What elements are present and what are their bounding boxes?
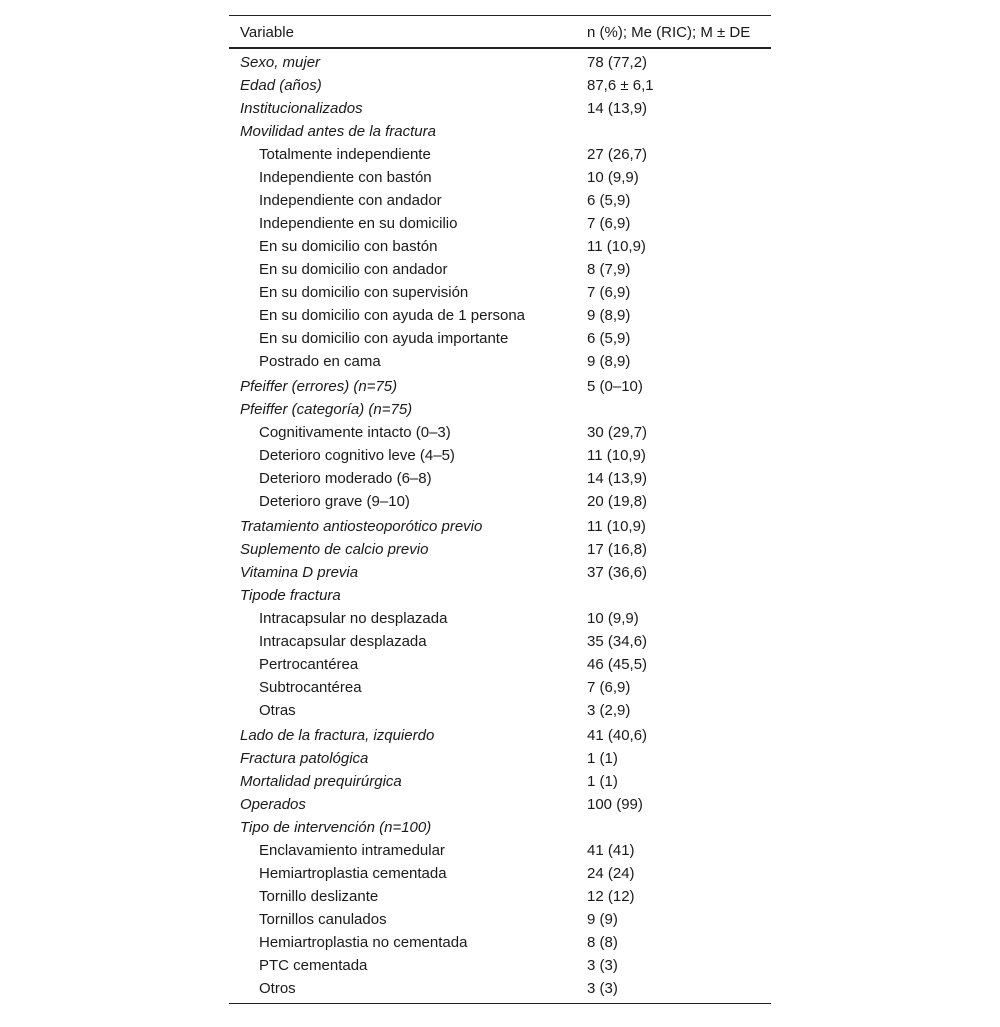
table-row [229, 189, 771, 212]
row-label: Suplemento de calcio previo [240, 541, 429, 558]
row-value: 3 (3) [587, 980, 618, 997]
table-row [229, 304, 771, 327]
row-value: 9 (9) [587, 911, 618, 928]
row-value: 9 (8,9) [587, 353, 631, 370]
row-value: 100 (99) [587, 796, 643, 813]
table-body [229, 49, 771, 1003]
row-label: Sexo, mujer [240, 54, 321, 71]
row-label: Deterioro grave (9–10) [259, 493, 410, 510]
row-value: 20 (19,8) [587, 493, 648, 510]
row-value: 8 (7,9) [587, 261, 631, 278]
row-value: 6 (5,9) [587, 330, 631, 347]
table-row [229, 97, 771, 120]
table-header [229, 16, 771, 47]
table-row [229, 490, 771, 513]
table-row [229, 515, 771, 538]
table-row [229, 954, 771, 977]
row-label: Intracapsular desplazada [259, 633, 427, 650]
row-label: Pfeiffer (categoría) (n=75) [240, 401, 413, 418]
row-label: Independiente en su domicilio [259, 215, 458, 232]
table-row [229, 747, 771, 770]
header-statistic: n (%); Me (RIC); M ± DE [587, 24, 751, 41]
table-row [229, 977, 771, 1000]
row-label: PTC cementada [259, 957, 368, 974]
table-row [229, 166, 771, 189]
row-value: 3 (2,9) [587, 702, 631, 719]
table-row [229, 120, 771, 143]
row-value: 1 (1) [587, 750, 618, 767]
row-value: 37 (36,6) [587, 564, 648, 581]
row-value: 10 (9,9) [587, 610, 639, 627]
row-label: Tipode fractura [240, 587, 341, 604]
row-value: 14 (13,9) [587, 470, 648, 487]
data-table [229, 15, 771, 1004]
row-value: 5 (0–10) [587, 378, 643, 395]
table-row [229, 793, 771, 816]
row-value: 11 (10,9) [587, 238, 646, 255]
table-row [229, 653, 771, 676]
table-row [229, 607, 771, 630]
row-value: 35 (34,6) [587, 633, 648, 650]
row-label: Tornillo deslizante [259, 888, 379, 905]
row-label: Lado de la fractura, izquierdo [240, 727, 435, 744]
row-value: 7 (6,9) [587, 215, 631, 232]
row-value: 3 (3) [587, 957, 618, 974]
table-row [229, 235, 771, 258]
row-label: Postrado en cama [259, 353, 381, 370]
row-value: 10 (9,9) [587, 169, 639, 186]
row-label: Totalmente independiente [259, 146, 431, 163]
row-value: 41 (40,6) [587, 727, 648, 744]
row-value: 24 (24) [587, 865, 635, 882]
row-label: Institucionalizados [240, 100, 363, 117]
row-value: 14 (13,9) [587, 100, 648, 117]
table-row [229, 51, 771, 74]
row-value: 87,6 ± 6,1 [587, 77, 654, 94]
table-bottom-rule [229, 1003, 771, 1004]
table-row [229, 699, 771, 722]
row-label: Fractura patológica [240, 750, 369, 767]
table-row [229, 561, 771, 584]
row-value: 11 (10,9) [587, 447, 646, 464]
row-value: 27 (26,7) [587, 146, 648, 163]
row-value: 7 (6,9) [587, 679, 631, 696]
table-row [229, 538, 771, 561]
row-label: Hemiartroplastia cementada [259, 865, 447, 882]
row-label: Otras [259, 702, 296, 719]
row-value: 46 (45,5) [587, 656, 648, 673]
row-label: Pfeiffer (errores) (n=75) [240, 378, 398, 395]
table-row [229, 212, 771, 235]
row-label: Otros [259, 980, 296, 997]
table-row [229, 931, 771, 954]
table-row [229, 327, 771, 350]
row-label: En su domicilio con ayuda importante [259, 330, 509, 347]
row-label: Edad (años) [240, 77, 322, 94]
row-label: Cognitivamente intacto (0–3) [259, 424, 451, 441]
header-variable: Variable [240, 24, 294, 41]
row-label: En su domicilio con bastón [259, 238, 438, 255]
row-label: Movilidad antes de la fractura [240, 123, 436, 140]
row-label: Vitamina D previa [240, 564, 359, 581]
table-row [229, 444, 771, 467]
table-row [229, 770, 771, 793]
table-row [229, 724, 771, 747]
row-label: En su domicilio con supervisión [259, 284, 469, 301]
table-row [229, 839, 771, 862]
row-label: Tratamiento antiosteoporótico previo [240, 518, 483, 535]
row-label: Pertrocantérea [259, 656, 359, 673]
row-label: Deterioro moderado (6–8) [259, 470, 432, 487]
row-label: Independiente con andador [259, 192, 442, 209]
table-row [229, 467, 771, 490]
table-row [229, 143, 771, 166]
row-value: 12 (12) [587, 888, 635, 905]
row-value: 8 (8) [587, 934, 618, 951]
table-row [229, 258, 771, 281]
row-value: 17 (16,8) [587, 541, 648, 558]
row-label: Tornillos canulados [259, 911, 387, 928]
table-row [229, 398, 771, 421]
table-row [229, 281, 771, 304]
row-label: Deterioro cognitivo leve (4–5) [259, 447, 455, 464]
row-label: Hemiartroplastia no cementada [259, 934, 468, 951]
row-value: 30 (29,7) [587, 424, 648, 441]
table-row [229, 676, 771, 699]
table-row [229, 908, 771, 931]
table-row [229, 74, 771, 97]
row-label: Operados [240, 796, 306, 813]
row-value: 11 (10,9) [587, 518, 646, 535]
table-row [229, 584, 771, 607]
row-label: En su domicilio con andador [259, 261, 448, 278]
row-value: 6 (5,9) [587, 192, 631, 209]
table-row [229, 421, 771, 444]
row-label: En su domicilio con ayuda de 1 persona [259, 307, 526, 324]
table-row [229, 885, 771, 908]
table-row [229, 816, 771, 839]
row-label: Intracapsular no desplazada [259, 610, 448, 627]
table-row [229, 350, 771, 373]
table-row [229, 375, 771, 398]
row-value: 7 (6,9) [587, 284, 631, 301]
row-value: 9 (8,9) [587, 307, 631, 324]
row-label: Subtrocantérea [259, 679, 362, 696]
row-value: 1 (1) [587, 773, 618, 790]
row-label: Tipo de intervención (n=100) [240, 819, 432, 836]
table-row [229, 630, 771, 653]
row-value: 78 (77,2) [587, 54, 648, 71]
row-value: 41 (41) [587, 842, 635, 859]
row-label: Enclavamiento intramedular [259, 842, 445, 859]
table-row [229, 862, 771, 885]
row-label: Independiente con bastón [259, 169, 432, 186]
row-label: Mortalidad prequirúrgica [240, 773, 402, 790]
